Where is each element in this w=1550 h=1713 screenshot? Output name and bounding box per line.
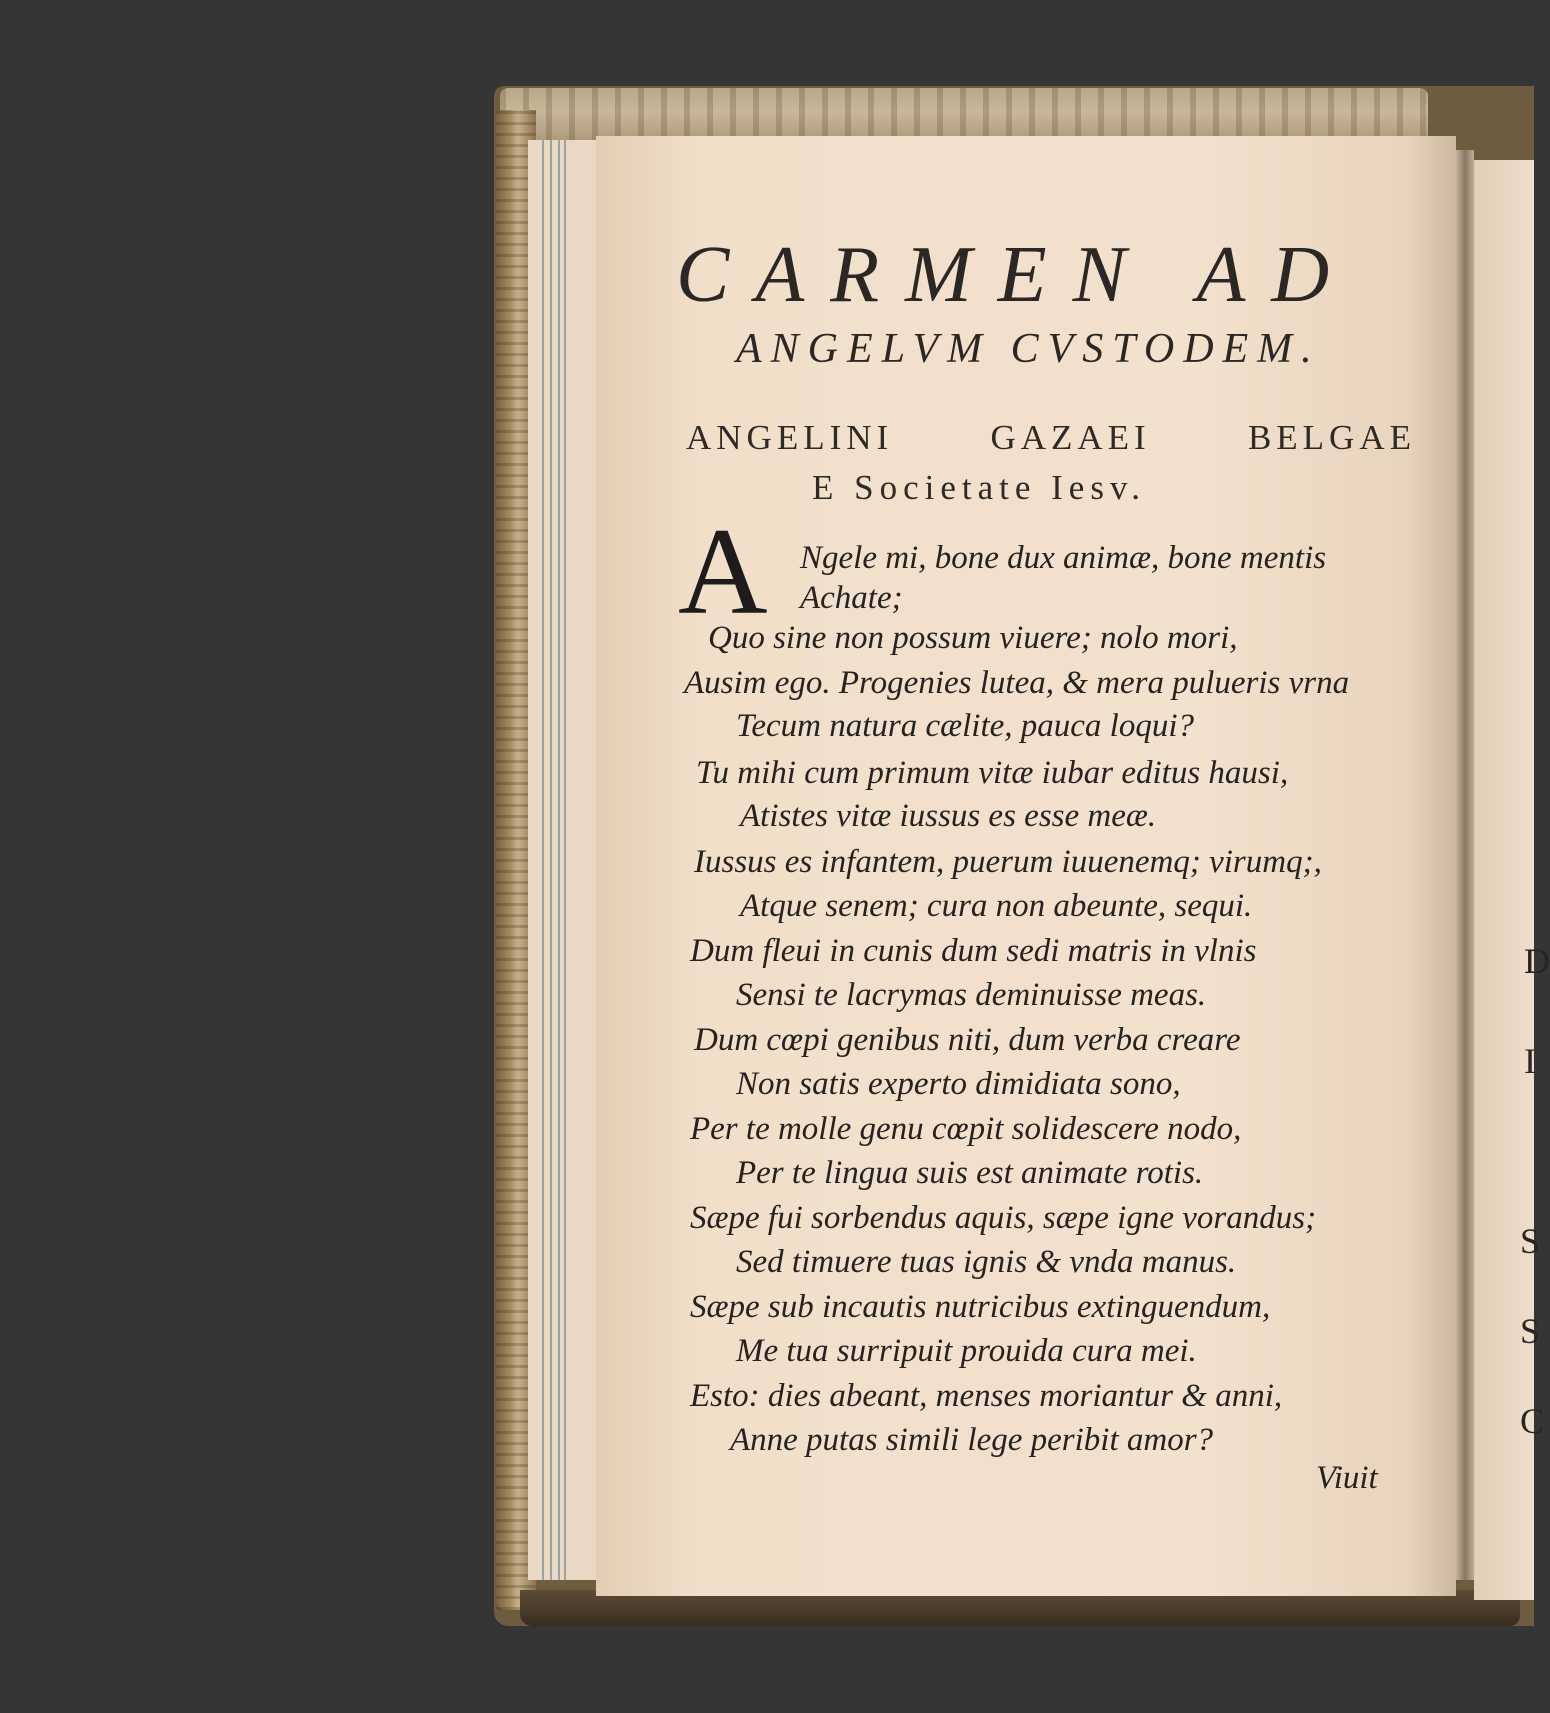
author-affiliation: E Societate Iesv. (812, 468, 1146, 507)
poem-line: Non satis experto dimidiata sono, (736, 1066, 1181, 1102)
page-edges (528, 140, 599, 1580)
author-word: ANGELINI (686, 418, 894, 457)
poem-line: Ausim ego. Progenies lutea, & mera pulueris vrna (684, 665, 1350, 701)
facing-page-glyph: S (1520, 1311, 1541, 1351)
author-word: GAZAEI (990, 418, 1151, 457)
poem-line: Tecum natura cælite, pauca loqui? (736, 708, 1195, 744)
poem-line: Sæpe fui sorbendus aquis, sæpe igne vorandus; (690, 1200, 1317, 1236)
facing-page-glyph: S (1520, 1221, 1541, 1261)
poem-line: Quo sine non possum viuere; nolo mori, (708, 620, 1238, 656)
poem-line: Me tua surripuit prouida cura mei. (736, 1333, 1197, 1369)
poem-line: Atque senem; cura non abeunte, sequi. (740, 888, 1253, 924)
right-page-fragment (1474, 160, 1550, 1600)
poem-line: Dum cœpi genibus niti, dum verba creare (694, 1022, 1241, 1058)
poem-subtitle: ANGELVM CVSTODEM. (736, 326, 1321, 372)
poem-line: Atistes vitæ iussus es esse meæ. (740, 798, 1157, 834)
poem-line: Sæpe sub incautis nutricibus extinguendum, (690, 1289, 1271, 1325)
facing-page-glyph: C (1520, 1401, 1545, 1441)
drop-cap: A (678, 503, 768, 640)
poem-line: Sed timuere tuas ignis & vnda manus. (736, 1244, 1237, 1280)
book-gutter (1456, 150, 1474, 1580)
poem-line: Achate; (800, 580, 903, 616)
poem-line: Dum fleui in cunis dum sedi matris in vlnis (690, 933, 1257, 969)
poem-title: CARMEN AD (676, 231, 1356, 319)
catchword: Viuit (1316, 1460, 1378, 1496)
facing-page-glyph: D (1524, 941, 1550, 981)
poem-line: Per te lingua suis est animate rotis. (736, 1155, 1204, 1191)
poem-line: Per te molle genu cœpit solidescere nodo, (690, 1111, 1242, 1147)
poem-line: Tu mihi cum primum vitæ iubar editus hausi, (696, 755, 1289, 791)
poem-line: Esto: dies abeant, menses moriantur & anni, (690, 1378, 1283, 1414)
poem-line: Anne putas simili lege peribit amor? (730, 1422, 1214, 1458)
poem-line: Iussus es infantem, puerum iuuenemq; virumq;, (694, 844, 1322, 880)
author-word: BELGAE (1247, 418, 1416, 457)
facing-page-glyph: I (1524, 1041, 1536, 1081)
author-line (686, 418, 1416, 458)
poem-line: Ngele mi, bone dux animæ, bone mentis (800, 540, 1327, 576)
poem-line: Sensi te lacrymas deminuisse meas. (736, 977, 1207, 1013)
